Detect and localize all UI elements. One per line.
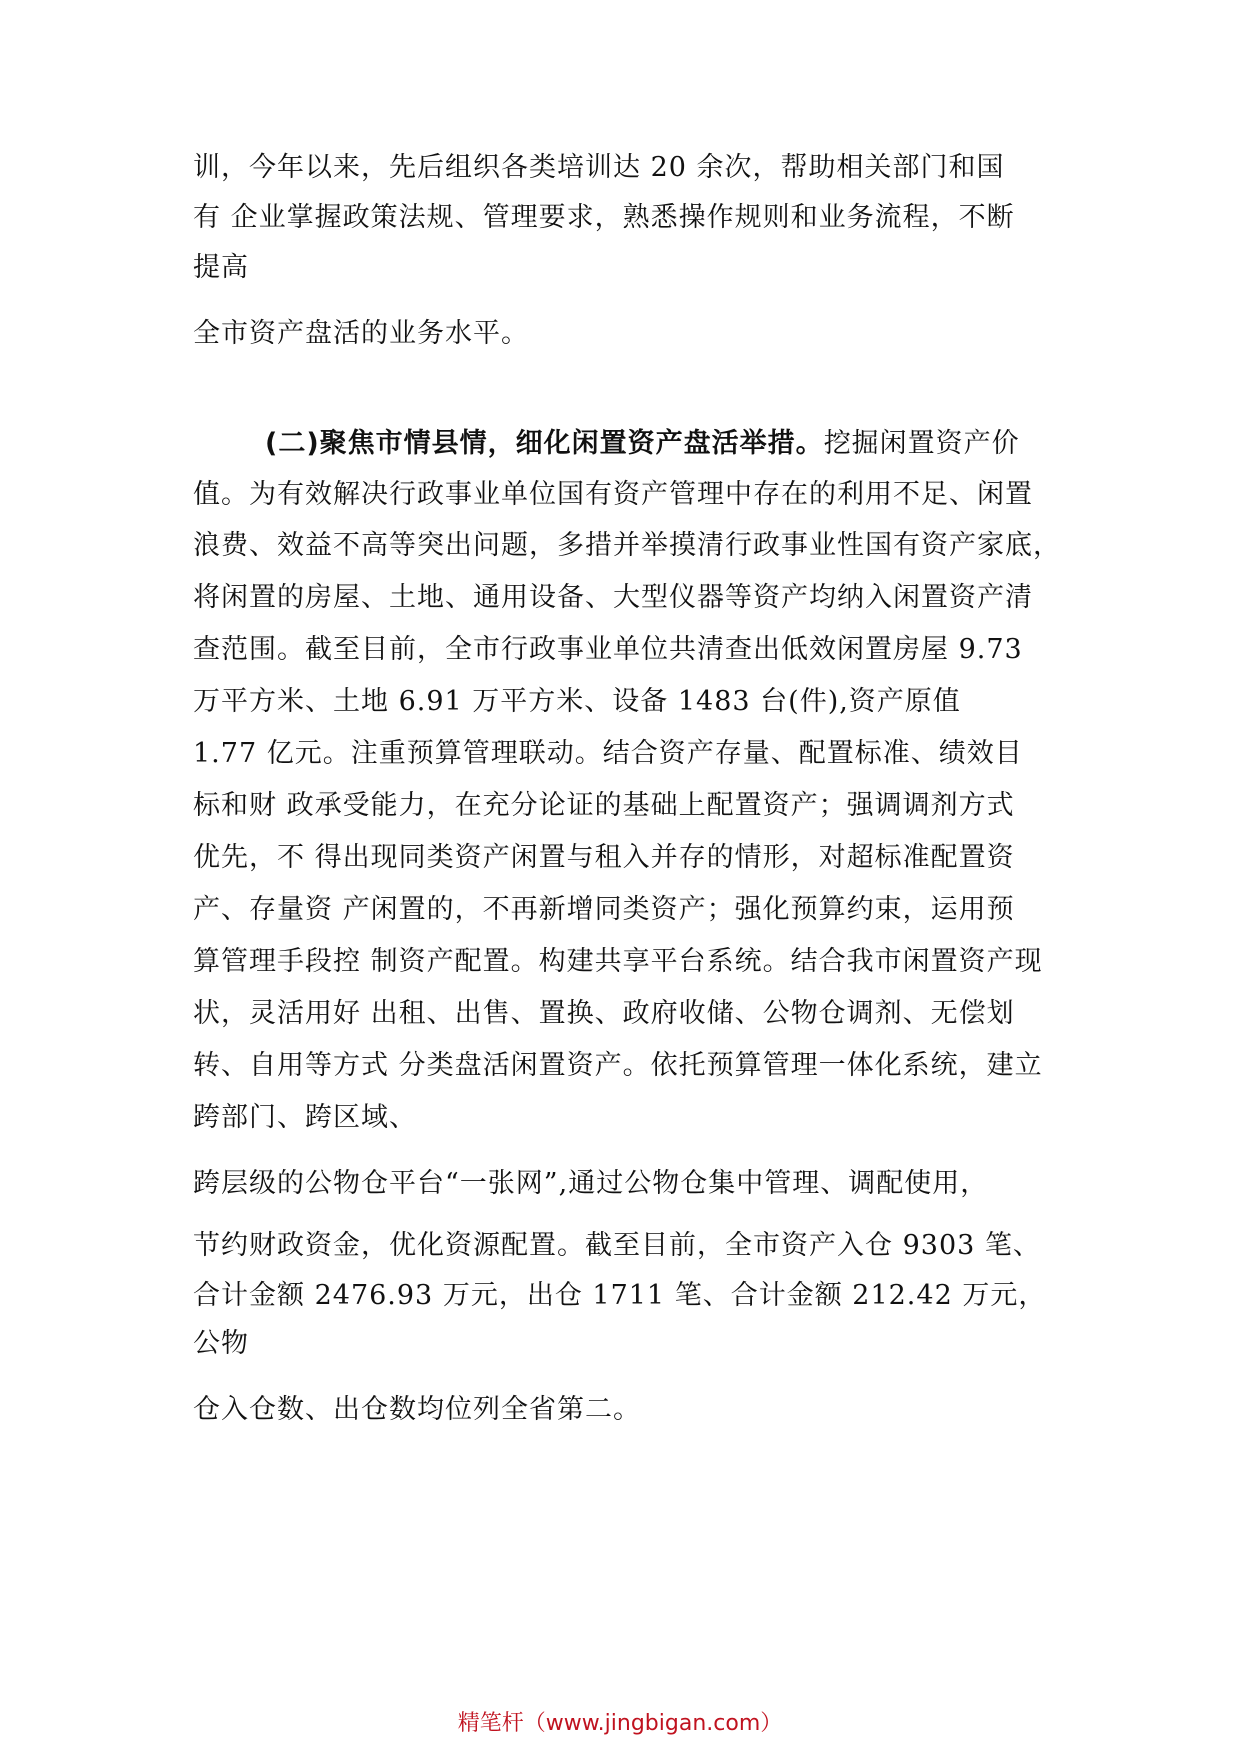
paragraph-line: 仓入仓数、出仓数均位列全省第二。: [193, 1394, 641, 1425]
paragraph-line: 万平方米、土地 6.91 万平方米、设备 1483 台(件),资产原值: [193, 686, 961, 717]
paragraph-line: 优先，不 得出现同类资产闲置与租入并存的情形，对超标准配置资: [193, 842, 1015, 873]
paragraph-line: 全市资产盘活的业务水平。: [193, 318, 529, 349]
paragraph-line: 有 企业掌握政策法规、管理要求，熟悉操作规则和业务流程，不断: [193, 202, 1015, 233]
section-heading: (二)聚焦市情县情，细化闲置资产盘活举措。: [265, 428, 824, 459]
paragraph-line: 标和财 政承受能力，在充分论证的基础上配置资产；强调调剂方式: [193, 790, 1015, 821]
paragraph-line: 跨部门、跨区域、: [193, 1102, 417, 1133]
paragraph-line: 跨层级的公物仓平台“一张网”,通过公物仓集中管理、调配使用，: [193, 1168, 989, 1199]
heading-line-rest: 挖掘闲置资产价: [823, 428, 1020, 459]
section-heading-line: [265, 424, 1020, 464]
paragraph-line: 节约财政资金，优化资源配置。截至目前，全市资产入仓 9303 笔、: [193, 1230, 1041, 1261]
paragraph-line: 提高: [193, 252, 249, 283]
paragraph-line: 产、存量资 产闲置的，不再新增同类资产；强化预算约束，运用预: [193, 894, 1015, 925]
paragraph-line: 状，灵活用好 出租、出售、置换、政府收储、公物仓调剂、无偿划: [193, 998, 1015, 1029]
paragraph-line: 查范围。截至目前，全市行政事业单位共清查出低效闲置房屋 9.73: [193, 634, 1023, 665]
footer-watermark: 精笔杆（www.jingbigan.com）: [457, 1711, 783, 1736]
paragraph-line: 将闲置的房屋、土地、通用设备、大型仪器等资产均纳入闲置资产清: [193, 582, 1033, 613]
paragraph-line: 训，今年以来，先后组织各类培训达 20 余次，帮助相关部门和国: [193, 152, 1005, 183]
paragraph-line: 合计金额 2476.93 万元，出仓 1711 笔、合计金额 212.42 万元，: [193, 1280, 1047, 1311]
paragraph-line: 1.77 亿元。注重预算管理联动。结合资产存量、配置标准、绩效目: [193, 738, 1023, 769]
paragraph-line: 值。为有效解决行政事业单位国有资产管理中存在的利用不足、闲置: [193, 479, 1033, 510]
paragraph-line: 算管理手段控 制资产配置。构建共享平台系统。结合我市闲置资产现: [193, 946, 1043, 977]
paragraph-line: 转、自用等方式 分类盘活闲置资产。依托预算管理一体化系统，建立: [193, 1050, 1043, 1081]
paragraph-line: 公物: [193, 1328, 249, 1359]
paragraph-line: 浪费、效益不高等突出问题，多措并举摸清行政事业性国有资产家底，: [193, 530, 1061, 561]
